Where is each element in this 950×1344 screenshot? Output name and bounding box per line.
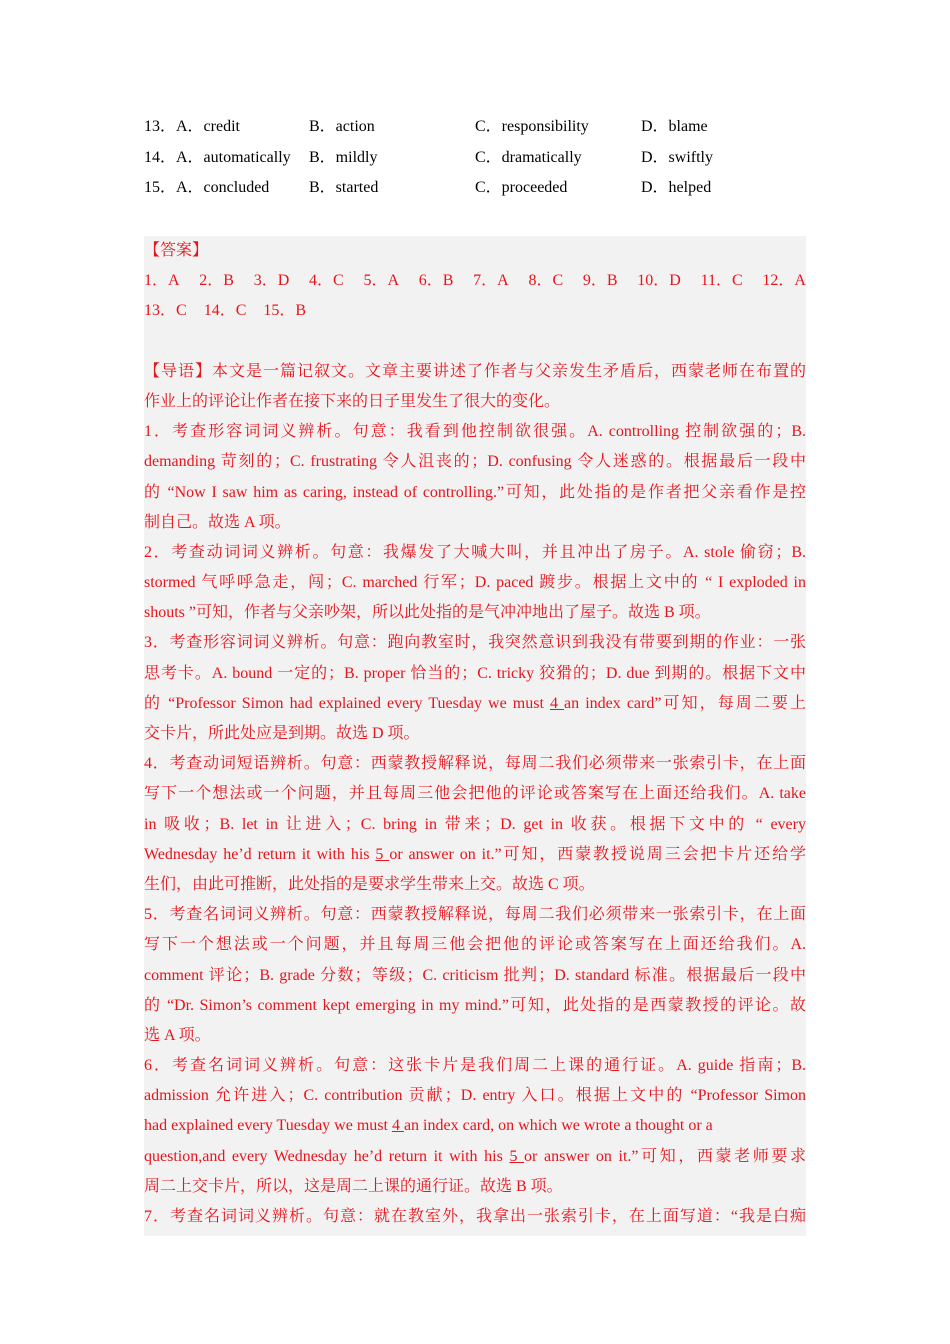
answer-row-1: [144, 266, 806, 296]
explanation-line: 5．考查名词词义辨析。句意：西蒙教授解释说，每周二我们必须带来一张索引卡，在上面: [144, 906, 806, 924]
answer-item: 5．A: [363, 272, 399, 290]
explanation-line: 4．考查动词短语辨析。句意：西蒙教授解释说，每周二我们必须带来一张索引卡，在上面: [144, 755, 806, 773]
explanation-line: 写下一个想法或一个问题，并且每周三他会把他的评论或答案写在上面还给我们。A.: [144, 936, 806, 954]
answer-row-2: [144, 296, 806, 326]
option-row-13: [144, 112, 806, 143]
spacer: [144, 327, 806, 357]
text-run: an index card”可知，每周二要上: [564, 694, 806, 712]
answer-item: 13．C: [144, 302, 187, 320]
explanation-line: 1．考查形容词词义辨析。句意：我看到他控制欲很强。A. controlling 控制欲强的；B.: [144, 423, 806, 441]
answer-item: 2．B: [199, 272, 234, 290]
text-run: or answer on it.”可知，西蒙老师要求: [524, 1147, 806, 1165]
option-row-15: [144, 173, 806, 204]
blank-underline: 5: [375, 845, 390, 863]
option-14-d: D．swiftly: [641, 148, 714, 166]
option-15-d: D．helped: [641, 179, 712, 196]
answer-heading: 【答案】: [144, 242, 209, 259]
explanation-line: 交卡片，所此处应是到期。故选 D 项。: [144, 725, 420, 742]
option-13-a: 13．A．credit: [144, 118, 240, 135]
answer-item: 3．D: [253, 272, 290, 290]
answer-item: 14．C: [203, 302, 247, 320]
explanation-line: 6．考查名词词义辨析。句意：这张卡片是我们周二上课的通行证。A. guide 指南；B.: [144, 1057, 806, 1075]
answer-item: 7．A: [473, 272, 509, 290]
explanation-line: 思考卡。A. bound 一定的；B. proper 恰当的；C. tricky 狡猾的；D. due 到期的。根据下文中: [144, 664, 806, 682]
text-run: 的 “Professor Simon had explained every Tuesday we must: [144, 694, 550, 712]
explanation-line: demanding 苛刻的；C. frustrating 令人沮丧的；D. confusing 令人迷惑的。根据最后一段中: [144, 453, 806, 471]
option-row-14: [144, 143, 806, 174]
option-14-a: 14．A．automatically: [144, 148, 291, 166]
answer-item: 6．B: [418, 272, 454, 290]
answer-item: 4．C: [309, 272, 344, 290]
explanation-line: 写下一个想法或一个问题，并且每周三他会把他的评论或答案写在上面还给我们。A. take: [144, 785, 806, 803]
explanation-line: stormed 气呼呼急走，闯；C. marched 行军；D. paced 踱步。根据上文中的 “ I exploded in: [144, 574, 806, 592]
option-13-c: C．responsibility: [475, 118, 589, 135]
option-13-d: D．blame: [641, 118, 708, 135]
explanation-line: [144, 689, 806, 719]
answer-section: [144, 236, 806, 1236]
explanation-line: [144, 1142, 806, 1172]
option-14-c: C．dramatically: [475, 148, 582, 166]
option-15-b: B．started: [309, 179, 379, 196]
explanation-line: 制自己。故选 A 项。: [144, 513, 291, 531]
explanation-line: 的 “Now I saw him as caring, instead of controlling.”可知，此处指的是作者把父亲看作是控: [144, 483, 806, 501]
text-run: question,and every Wednesday he’d return it with his: [144, 1147, 510, 1165]
option-15-a: 15．A．concluded: [144, 179, 270, 196]
guide-line: 作业上的评论让作者在接下来的日子里发生了很大的变化。: [144, 392, 561, 410]
explanation-line: [144, 840, 806, 870]
text-run: or answer on it.”可知，西蒙教授说周三会把卡片还给学: [389, 845, 806, 863]
answer-item: 9．B: [582, 272, 618, 290]
answer-item: 8．C: [528, 272, 564, 290]
blank-underline: 5: [509, 1147, 525, 1165]
explanation-line: [144, 1111, 806, 1141]
explanation-line: 的 “Dr. Simon’s comment kept emerging in my mind.”可知，此处指的是西蒙教授的评论。故: [144, 996, 806, 1014]
explanation-line: 2．考查动词词义辨析。句意：我爆发了大喊大叫，并且冲出了房子。A. stole 偷窃；B.: [144, 543, 806, 561]
explanation-line: comment 评论；B. grade 分数；等级；C. criticism 批判；D. standard 标准。根据最后一段中: [144, 966, 806, 984]
answer-item: 12．A: [762, 272, 806, 290]
answer-item: 11．C: [700, 272, 743, 290]
explanation-line: 3．考查形容词词义辨析。句意：跑向教室时，我突然意识到我没有带要到期的作业：一张: [144, 634, 806, 652]
text-run: Wednesday he’d return it with his: [144, 845, 376, 863]
blank-underline: 4: [391, 1117, 404, 1135]
option-13-b: B．action: [309, 118, 375, 135]
explanation-line: 7．考查名词词义辨析。句意：就在教室外，我拿出一张索引卡，在上面写道：“我是白痴: [144, 1208, 806, 1225]
guide-line: 【导语】本文是一篇记叙文。文章主要讲述了作者与父亲发生矛盾后，西蒙老师在布置的: [144, 362, 806, 380]
text-run: had explained every Tuesday we must: [144, 1117, 392, 1135]
explanation-line: 选 A 项。: [144, 1026, 211, 1044]
explanation-line: in 吸收；B. let in 让进入；C. bring in 带来；D. get in 收获。根据下文中的 “ every: [144, 815, 806, 833]
explanation-line: shouts ”可知，作者与父亲吵架，所以此处指的是气冲冲地出了屋子。故选 B 项。: [144, 604, 711, 622]
answer-item: 10．D: [637, 272, 681, 290]
answer-item: 1．A: [144, 272, 180, 290]
explanation-line: admission 允许进入；C. contribution 贡献；D. entry 入口。根据上文中的 “Professor Simon: [144, 1087, 806, 1105]
option-15-c: C．proceeded: [475, 179, 568, 196]
answer-item: 15．B: [263, 302, 307, 320]
blank-underline: 4: [549, 694, 565, 712]
explanation-line: 生们，由此可推断，此处指的是要求学生带来上交。故选 C 项。: [144, 875, 595, 893]
text-run: an index card, on which we wrote a thought or a: [403, 1117, 713, 1135]
option-14-b: B．mildly: [309, 148, 378, 166]
explanation-line: 周二上交卡片，所以，这是周二上课的通行证。故选 B 项。: [144, 1177, 563, 1195]
options-block: [144, 112, 806, 204]
